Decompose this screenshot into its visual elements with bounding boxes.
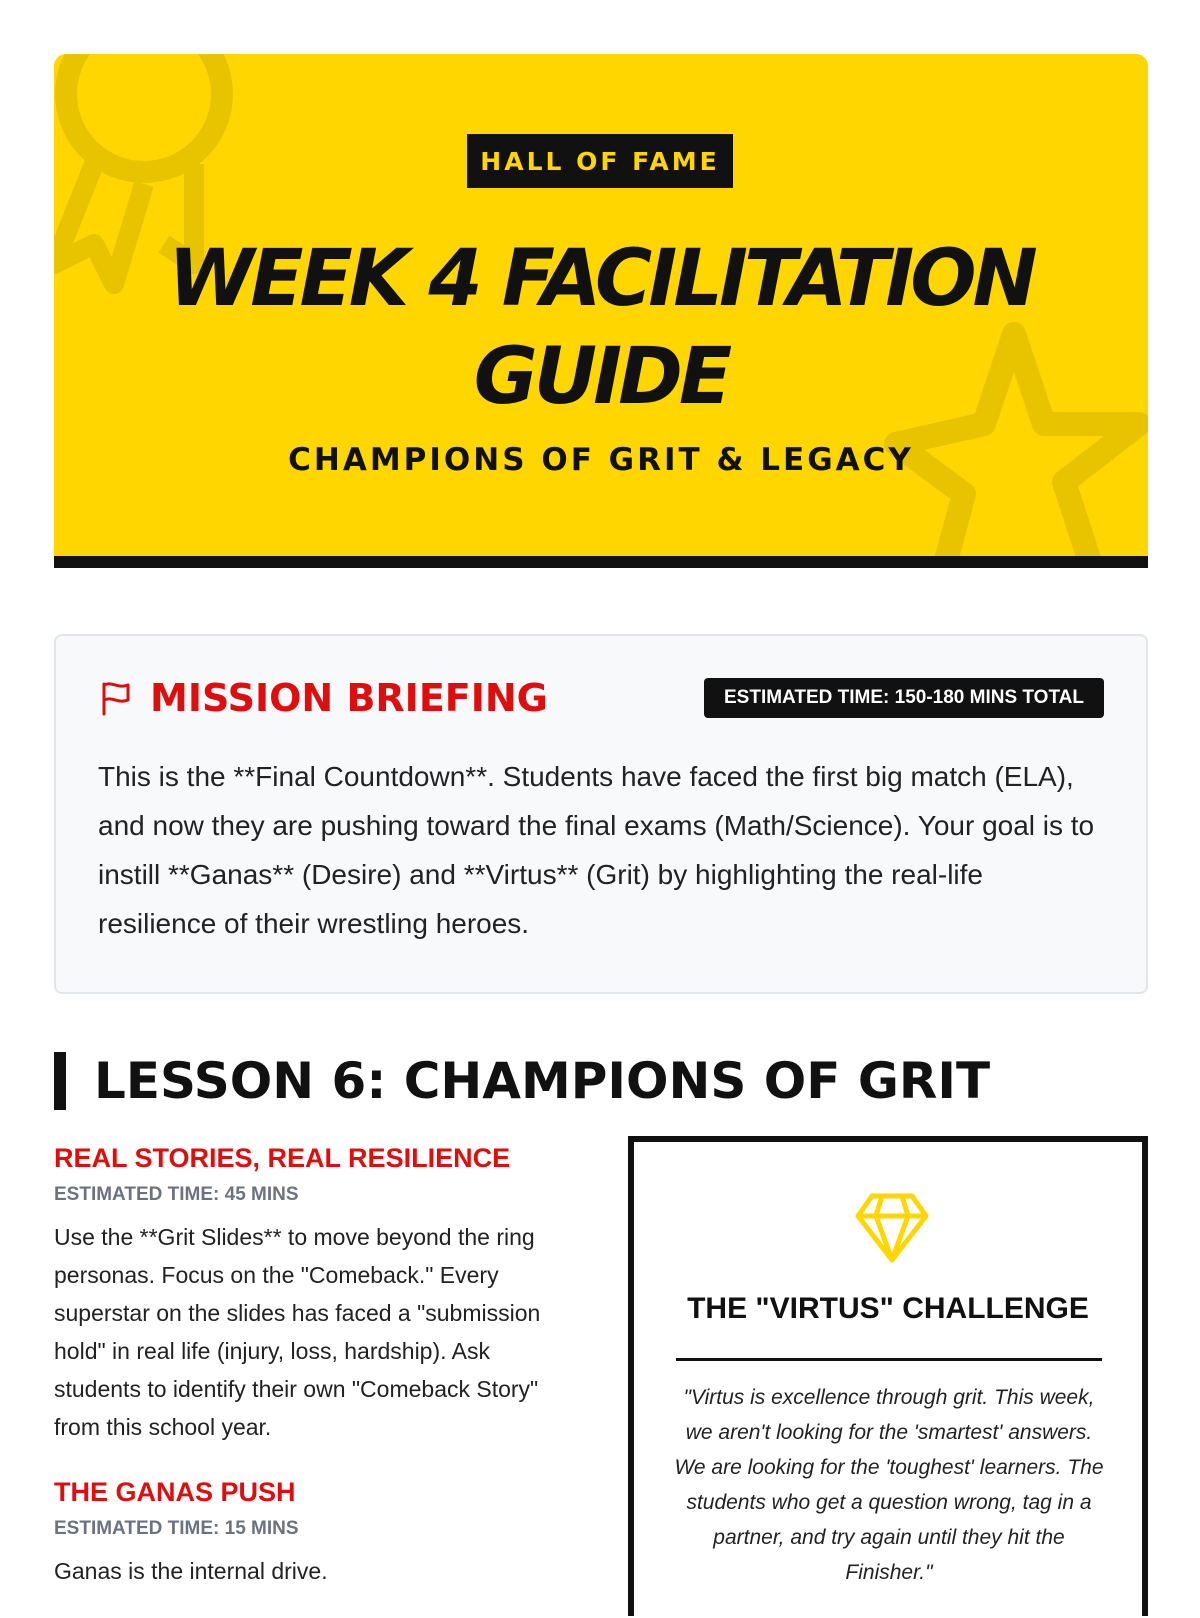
mission-heading [98, 676, 548, 720]
hero-banner [54, 54, 1148, 568]
activity-title: THE GANAS PUSH [54, 1477, 296, 1507]
flag-icon [98, 680, 134, 716]
activity-body: Ganas is the internal drive. [54, 1558, 328, 1584]
lesson-heading [54, 1052, 990, 1110]
diamond-icon [854, 1192, 930, 1264]
activity-time: ESTIMATED TIME: 15 MINS [54, 1518, 299, 1539]
lesson-heading-bar [54, 1052, 66, 1110]
divider [676, 1358, 1102, 1361]
activity-item [54, 1140, 574, 1446]
lesson-heading-text: LESSON 6: CHAMPIONS OF GRIT [94, 1052, 991, 1110]
page-title [54, 230, 1148, 426]
activity-body: Use the **Grit Slides** to move beyond the ring personas. Focus on the "Comeback." Every superstar on the slides has faced a "submission hold" in real life (injury, loss, hardship). Ask students to identify their own "Comeback Story" from this school year. [54, 1224, 541, 1440]
virtus-challenge-card [628, 1136, 1148, 1616]
activity-title: REAL STORIES, REAL RESILIENCE [54, 1143, 511, 1173]
title-line-1: WEEK 4 FACILITATION [168, 234, 1034, 324]
page-subtitle: CHAMPIONS OF GRIT & LEGACY [288, 442, 914, 478]
mission-body: This is the **Final Countdown**. Students have faced the first big match (ELA), and now they are pushing toward the final exams (Math/Science). Your goal is to instill **Ganas** (Desire) and **Virtus** (Grit) by highlighting the real-life resilience of their wrestling heroes. [98, 761, 1095, 939]
virtus-challenge-quote: "Virtus is excellence through grit. This week, we aren't looking for the 'smartest' answers. We are looking for the 'toughest' learners. The students who get a question wrong, tag in a partner, and try again until they hit the Finisher." [674, 1386, 1104, 1584]
hall-of-fame-badge: HALL OF FAME [467, 134, 733, 188]
virtus-challenge-title: THE "VIRTUS" CHALLENGE [687, 1292, 1089, 1325]
mission-heading-label: MISSION BRIEFING [150, 676, 548, 720]
total-time-badge: ESTIMATED TIME: 150-180 MINS TOTAL [704, 678, 1104, 718]
title-line-2: GUIDE [473, 332, 729, 422]
mission-briefing-card [54, 634, 1148, 994]
activity-list [54, 1140, 574, 1618]
activity-time: ESTIMATED TIME: 45 MINS [54, 1184, 299, 1205]
activity-item [54, 1474, 574, 1590]
